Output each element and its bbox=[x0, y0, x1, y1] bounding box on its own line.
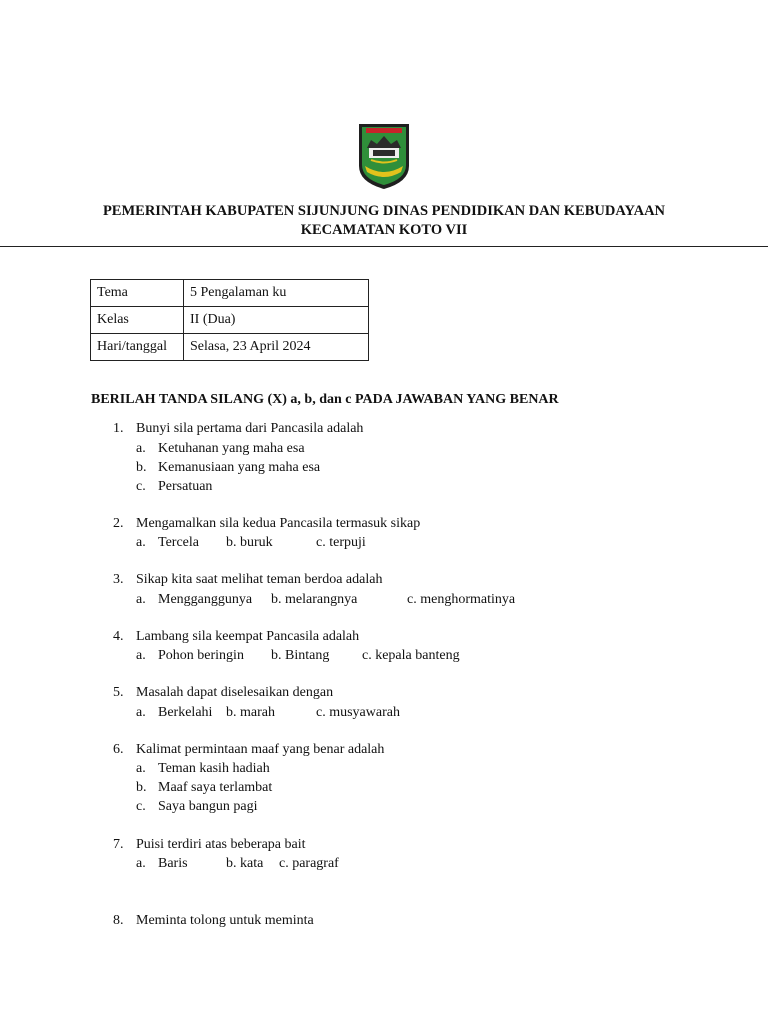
regency-emblem-logo bbox=[357, 122, 411, 190]
instruction-heading: BERILAH TANDA SILANG (X) a, b, dan c PADA JAWABAN YANG BENAR bbox=[91, 392, 559, 407]
question-text: Puisi terdiri atas beberapa bait bbox=[136, 837, 306, 852]
question-number: 4. bbox=[113, 629, 124, 644]
option-c-text: c. paragraf bbox=[279, 856, 339, 871]
option-c-text: c. menghormatinya bbox=[407, 592, 516, 607]
option-c-text: c. kepala banteng bbox=[362, 648, 460, 663]
option-letter: a. bbox=[136, 856, 146, 871]
option-letter: c. bbox=[136, 799, 146, 814]
option-text: Persatuan bbox=[158, 479, 213, 494]
option-letter: c. bbox=[136, 479, 146, 494]
question-text: Bunyi sila pertama dari Pancasila adalah bbox=[136, 421, 364, 436]
option-letter: a. bbox=[136, 535, 146, 550]
question-number: 2. bbox=[113, 516, 124, 531]
question-number: 7. bbox=[113, 837, 124, 852]
option-a-text: Mengganggunya bbox=[158, 592, 253, 607]
option-letter: a. bbox=[136, 592, 146, 607]
info-key: Hari/tanggal bbox=[91, 334, 184, 361]
option-letter: b. bbox=[136, 780, 147, 795]
option-text: Saya bangun pagi bbox=[158, 799, 258, 814]
option-c-text: c. musyawarah bbox=[316, 705, 400, 720]
info-table bbox=[90, 279, 369, 361]
table-row bbox=[91, 280, 369, 307]
info-key: Kelas bbox=[91, 307, 184, 334]
option-text: Maaf saya terlambat bbox=[158, 780, 273, 795]
question-text: Mengamalkan sila kedua Pancasila termasuk sikap bbox=[136, 516, 421, 531]
option-a-text: Pohon beringin bbox=[158, 648, 244, 663]
header-line-2: KECAMATAN KOTO VII bbox=[300, 222, 468, 238]
question-number: 6. bbox=[113, 742, 124, 757]
option-a-text: Baris bbox=[158, 856, 188, 871]
table-row bbox=[91, 307, 369, 334]
info-value: Selasa, 23 April 2024 bbox=[184, 334, 369, 361]
info-key: Tema bbox=[91, 280, 184, 307]
question-text: Sikap kita saat melihat teman berdoa adalah bbox=[136, 572, 383, 587]
option-letter: a. bbox=[136, 705, 146, 720]
question-number: 8. bbox=[113, 913, 124, 928]
document-header bbox=[0, 202, 768, 240]
table-row bbox=[91, 334, 369, 361]
option-c-text: c. terpuji bbox=[316, 535, 366, 550]
option-a-text: Tercela bbox=[158, 535, 199, 550]
option-b-text: b. melarangnya bbox=[271, 592, 358, 607]
info-value: II (Dua) bbox=[184, 307, 369, 334]
header-divider bbox=[0, 246, 768, 247]
option-a-text: Berkelahi bbox=[158, 705, 213, 720]
option-letter: a. bbox=[136, 761, 146, 776]
question-number: 1. bbox=[113, 421, 124, 436]
option-text: Kemanusiaan yang maha esa bbox=[158, 460, 321, 475]
option-b-text: b. Bintang bbox=[271, 648, 330, 663]
option-text: Teman kasih hadiah bbox=[158, 761, 270, 776]
option-b-text: b. marah bbox=[226, 705, 275, 720]
option-b-text: b. buruk bbox=[226, 535, 273, 550]
question-text: Masalah dapat diselesaikan dengan bbox=[136, 685, 334, 700]
info-value: 5 Pengalaman ku bbox=[184, 280, 369, 307]
option-letter: a. bbox=[136, 441, 146, 456]
question-text: Lambang sila keempat Pancasila adalah bbox=[136, 629, 360, 644]
question-number: 5. bbox=[113, 685, 124, 700]
header-line-1: PEMERINTAH KABUPATEN SIJUNJUNG DINAS PENDIDIKAN DAN KEBUDAYAAN bbox=[102, 203, 666, 219]
question-number: 3. bbox=[113, 572, 124, 587]
question-text: Kalimat permintaan maaf yang benar adalah bbox=[136, 742, 385, 757]
option-b-text: b. kata bbox=[226, 856, 264, 871]
option-text: Ketuhanan yang maha esa bbox=[158, 441, 305, 456]
option-letter: b. bbox=[136, 460, 147, 475]
question-text: Meminta tolong untuk meminta bbox=[136, 913, 314, 928]
option-letter: a. bbox=[136, 648, 146, 663]
